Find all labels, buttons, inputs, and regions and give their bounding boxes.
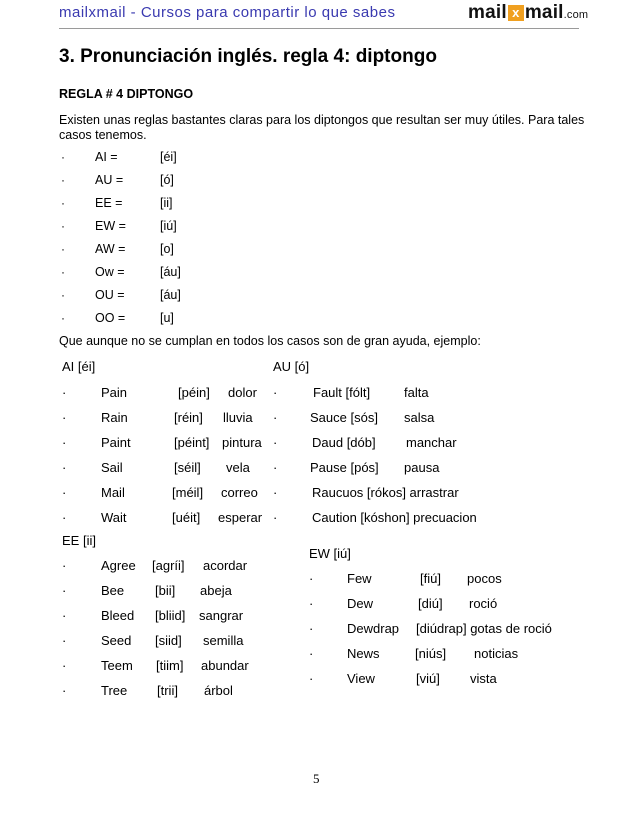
rule-value: [éi] (160, 150, 177, 164)
example-trans: salsa (404, 410, 435, 425)
group-heading-ai: AI [éi] (62, 359, 96, 374)
intro-paragraph: Existen unas reglas bastantes claras para los diptongos que resultan ser muy útiles. Para tales casos tenemos. (59, 113, 585, 142)
example-trans: vista (470, 671, 497, 686)
mailxmail-logo[interactable] (468, 2, 588, 24)
example-trans: manchar (406, 435, 457, 450)
example-bullet: · (309, 571, 314, 586)
example-bullet: · (62, 410, 67, 425)
example-word: Daud [dób] (312, 435, 376, 450)
example-word: Few (347, 571, 372, 586)
example-word: Wait (101, 510, 127, 525)
example-pron: [tiim] (156, 658, 184, 673)
rule-bullet: · (61, 242, 65, 256)
example-bullet: · (62, 558, 67, 573)
example-bullet: · (273, 510, 278, 525)
example-word: Tree (101, 683, 128, 698)
example-pron: [bliid] (155, 608, 186, 623)
rule-key: AW = (95, 242, 126, 256)
example-trans: vela (226, 460, 250, 475)
rule-key: AI = (95, 150, 118, 164)
example-pron: [agríi] (152, 558, 185, 573)
rule-key: AU = (95, 173, 124, 187)
header-divider (59, 28, 579, 29)
example-bullet: · (62, 485, 67, 500)
example-bullet: · (62, 435, 67, 450)
example-pron: [siid] (155, 633, 182, 648)
rule-value: [ii] (160, 196, 173, 210)
example-bullet: · (62, 460, 67, 475)
example-word: Dewdrap (347, 621, 400, 636)
example-trans: acordar (203, 558, 248, 573)
example-pron: [bii] (155, 583, 176, 598)
example-bullet: · (273, 485, 278, 500)
example-trans: correo (221, 485, 258, 500)
example-bullet: · (273, 435, 278, 450)
example-trans: semilla (203, 633, 244, 648)
example-bullet: · (273, 460, 278, 475)
example-pron: [péin] (178, 385, 210, 400)
example-trans: falta (404, 385, 429, 400)
examples-lead: Que aunque no se cumplan en todos los casos son de gran ayuda, ejemplo: (59, 334, 481, 348)
example-word: Mail (101, 485, 125, 500)
example-pron: [trii] (157, 683, 178, 698)
rule-bullet: · (61, 173, 65, 187)
rule-value: [o] (160, 242, 174, 256)
rule-value: [áu] (160, 265, 181, 279)
rule-key: EW = (95, 219, 126, 233)
example-pron: [uéit] (172, 510, 201, 525)
example-trans: abundar (201, 658, 249, 673)
example-bullet: · (62, 658, 67, 673)
logo-part1: mail (468, 2, 507, 23)
example-trans: roció (469, 596, 498, 611)
example-word: Pause [pós] (310, 460, 379, 475)
example-trans: árbol (204, 683, 233, 698)
example-trans: esperar (218, 510, 263, 525)
page-title: 3. Pronunciación inglés. regla 4: diptongo (59, 46, 437, 67)
logo-tld: .com (563, 9, 589, 21)
example-pron: [diúdrap] gotas de roció (416, 621, 552, 636)
rule-bullet: · (61, 288, 65, 302)
rule-value: [iú] (160, 219, 177, 233)
group-heading-au: AU [ó] (273, 359, 310, 374)
site-header-text: mailxmail - Cursos para compartir lo que sabes (59, 4, 396, 21)
example-word: Bleed (101, 608, 135, 623)
example-pron: [niús] (415, 646, 447, 661)
example-bullet: · (62, 608, 67, 623)
example-word: Teem (101, 658, 133, 673)
example-bullet: · (273, 385, 278, 400)
example-word: Paint (101, 435, 131, 450)
example-word: Agree (101, 558, 136, 573)
example-pron: [viú] (416, 671, 440, 686)
rule-bullet: · (61, 196, 65, 210)
rule-value: [u] (160, 311, 174, 325)
example-word: Caution [kóshon] precuacion (312, 510, 477, 525)
example-word: View (347, 671, 375, 686)
example-word: Sail (101, 460, 123, 475)
example-trans: dolor (228, 385, 257, 400)
group-heading-ew: EW [iú] (309, 546, 351, 561)
example-bullet: · (62, 510, 67, 525)
example-word: News (347, 646, 380, 661)
example-pron: [diú] (418, 596, 443, 611)
example-bullet: · (273, 410, 278, 425)
example-bullet: · (62, 633, 67, 648)
example-bullet: · (309, 596, 314, 611)
logo-x: x (508, 5, 524, 21)
example-trans: noticias (474, 646, 519, 661)
page-number: 5 (313, 771, 320, 786)
example-word: Bee (101, 583, 125, 598)
example-trans: pausa (404, 460, 440, 475)
example-word: Raucuos [rókos] arrastrar (312, 485, 459, 500)
rule-bullet: · (61, 311, 65, 325)
rule-bullet: · (61, 265, 65, 279)
example-trans: abeja (200, 583, 232, 598)
example-word: Seed (101, 633, 132, 648)
example-bullet: · (309, 621, 314, 636)
example-word: Dew (347, 596, 374, 611)
example-trans: pocos (467, 571, 502, 586)
example-trans: pintura (222, 435, 262, 450)
example-bullet: · (62, 385, 67, 400)
rule-key: OU = (95, 288, 125, 302)
example-trans: sangrar (199, 608, 244, 623)
example-pron: [méil] (172, 485, 204, 500)
example-pron: [fiú] (420, 571, 441, 586)
rule-subtitle: REGLA # 4 DIPTONGO (59, 87, 194, 101)
group-heading-ee: EE [ii] (62, 533, 96, 548)
rule-key: EE = (95, 196, 123, 210)
example-pron: [péint] (174, 435, 210, 450)
example-pron: [séil] (174, 460, 201, 475)
rule-bullet: · (61, 150, 65, 164)
example-bullet: · (309, 671, 314, 686)
example-trans: lluvia (223, 410, 253, 425)
rule-value: [ó] (160, 173, 174, 187)
example-bullet: · (62, 583, 67, 598)
example-word: Sauce [sós] (310, 410, 378, 425)
rule-bullet: · (61, 219, 65, 233)
example-pron: [réin] (174, 410, 203, 425)
example-bullet: · (62, 683, 67, 698)
example-word: Rain (101, 410, 128, 425)
rule-value: [áu] (160, 288, 181, 302)
example-word: Pain (101, 385, 128, 400)
logo-part2: mail (524, 2, 564, 23)
example-bullet: · (309, 646, 314, 661)
rule-key: Ow = (95, 265, 125, 279)
example-word: Fault [fólt] (313, 385, 371, 400)
rule-key: OO = (95, 311, 126, 325)
